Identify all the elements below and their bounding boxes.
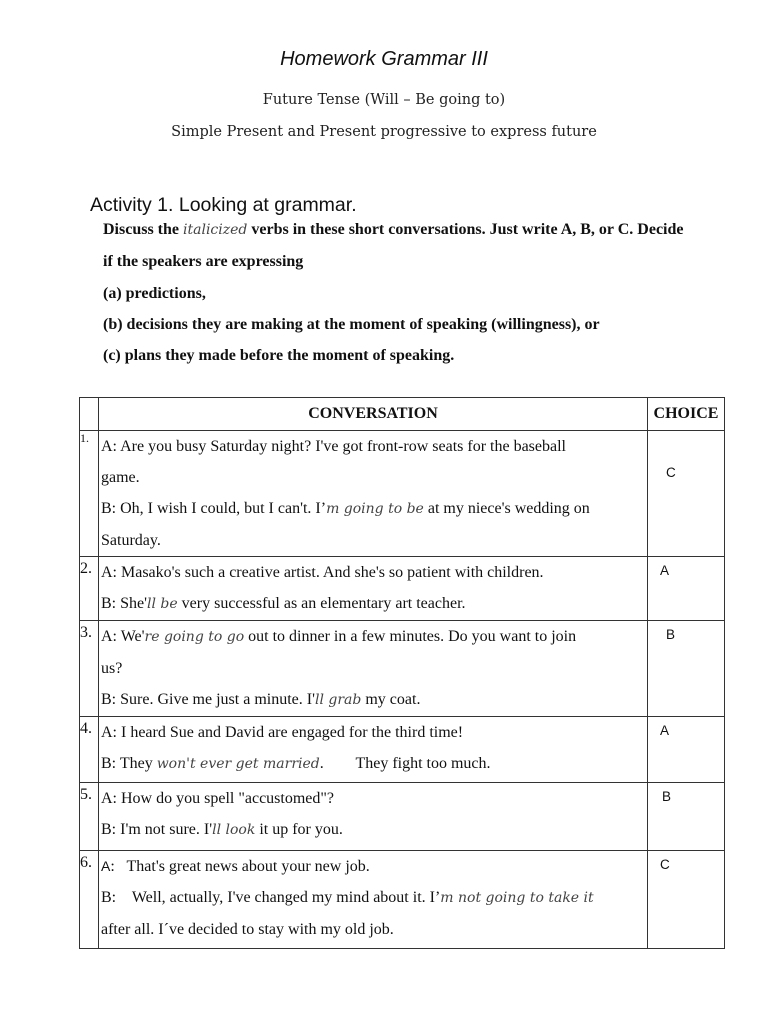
row-number: 1. (80, 431, 89, 445)
instr-text: . Decide (629, 221, 684, 238)
conversation-line (99, 814, 647, 846)
line-text: it up for you. (255, 821, 343, 838)
line-text: B: Well, actually, I've changed my mind about it. I’ (101, 889, 441, 906)
choice-cell (648, 851, 725, 949)
instr-italic-word: italicized (183, 222, 248, 238)
conversation-cell (99, 851, 648, 949)
line-text: my coat. (361, 691, 421, 708)
line-text: B: They (101, 755, 157, 772)
line-text: B: She' (101, 595, 147, 612)
row-number: 4. (80, 720, 92, 737)
choice-answer: B (662, 789, 672, 804)
table-row (80, 621, 725, 717)
instr-letter-b: B (580, 221, 591, 238)
conversation-line (99, 493, 647, 525)
conversation-line: after all. I´ve decided to stay with my old job. (101, 921, 394, 938)
row-number-cell (80, 783, 99, 851)
instr-text: verbs in these short conversations. Just write (247, 221, 561, 238)
table-header-row (80, 398, 725, 431)
row-number-cell (80, 431, 99, 557)
line-text: B: Sure. Give me just a minute. I' (101, 691, 315, 708)
line-text: . They fight too much. (319, 755, 491, 772)
conversation-line: A: I heard Sue and David are engaged for the third time! (101, 724, 464, 741)
conversation-table (79, 397, 725, 949)
header-number-cell (80, 398, 99, 431)
choice-cell (648, 717, 725, 783)
instr-letter-a: A (560, 221, 573, 238)
line-text: out to dinner in a few minutes. Do you want to join (244, 628, 577, 645)
choice-answer: A (660, 563, 670, 578)
choice-answer: C (666, 465, 676, 480)
line-text: B: I'm not sure. I' (101, 821, 213, 838)
instr-letter-c: C (617, 221, 630, 238)
instr-text: , (572, 221, 581, 238)
header-conversation: CONVERSATION (99, 398, 648, 431)
option-b: (b) decisions they are making at the moment of speaking (willingness), or (103, 316, 600, 333)
choice-answer: B (666, 627, 676, 642)
italic-verb: won't ever get married (156, 756, 320, 772)
line-text: : That's great news about your new job. (110, 858, 370, 875)
row-number: 5. (80, 786, 92, 803)
italic-verb: m going to be (326, 501, 424, 517)
conversation-line (99, 621, 647, 653)
conversation-line: A: Are you busy Saturday night? I've got front-row seats for the baseball (101, 438, 566, 455)
choice-cell (648, 431, 725, 557)
line-text: A: We' (101, 628, 145, 645)
page-title: Homework Grammar III (280, 48, 488, 70)
choice-cell (648, 783, 725, 851)
conversation-line (99, 684, 647, 716)
table-row (80, 717, 725, 783)
table-row (80, 783, 725, 851)
row-number: 2. (80, 560, 92, 577)
conversation-line (99, 882, 647, 914)
row-number: 3. (80, 624, 92, 641)
line-text: B: Oh, I wish I could, but I can't. I’ (101, 500, 327, 517)
italic-verb: ll grab (314, 692, 362, 708)
conversation-line: Saturday. (101, 532, 161, 549)
choice-answer: C (660, 857, 670, 872)
option-c: (c) plans they made before the moment of speaking. (103, 347, 455, 364)
italic-verb: re going to go (144, 629, 245, 645)
table-row (80, 431, 725, 557)
subtitle-present-future: Simple Present and Present progressive to express future (171, 124, 597, 140)
italic-verb: ll look (212, 822, 256, 838)
conversation-line (99, 851, 647, 882)
conversation-cell (99, 783, 648, 851)
instr-text: , or (590, 221, 618, 238)
option-a: (a) predictions, (103, 285, 206, 302)
row-number-cell (80, 717, 99, 783)
conversation-line: us? (101, 660, 123, 677)
table-row (80, 557, 725, 621)
conversation-line (99, 588, 647, 620)
subtitle-future-tense: Future Tense (Will – Be going to) (262, 92, 506, 108)
header-choice: CHOICE (648, 398, 725, 431)
conversation-cell (99, 557, 648, 621)
italic-verb: m not going to take it (440, 890, 594, 906)
choice-answer: A (660, 723, 670, 738)
row-number-cell (80, 557, 99, 621)
conversation-line: A: How do you spell "accustomed"? (101, 790, 335, 807)
instructions-line-2: if the speakers are expressing (103, 253, 304, 270)
instr-text: Discuss the (103, 221, 184, 238)
speaker-a-label: A (101, 858, 111, 874)
row-number-cell (80, 851, 99, 949)
line-text: at my niece's wedding on (423, 500, 590, 517)
choice-cell (648, 557, 725, 621)
activity-heading: Activity 1. Looking at grammar. (90, 194, 357, 216)
conversation-line: game. (101, 469, 140, 486)
table-row (80, 851, 725, 949)
conversation-line: A: Masako's such a creative artist. And she's so patient with children. (101, 564, 544, 581)
conversation-cell (99, 621, 648, 717)
conversation-cell (99, 717, 648, 783)
conversation-cell (99, 431, 648, 557)
conversation-line (99, 748, 647, 780)
instructions-line-1 (103, 221, 743, 239)
line-text: very successful as an elementary art teacher. (177, 595, 466, 612)
choice-cell (648, 621, 725, 717)
row-number: 6. (80, 854, 92, 871)
italic-verb: ll be (147, 596, 178, 612)
row-number-cell (80, 621, 99, 717)
